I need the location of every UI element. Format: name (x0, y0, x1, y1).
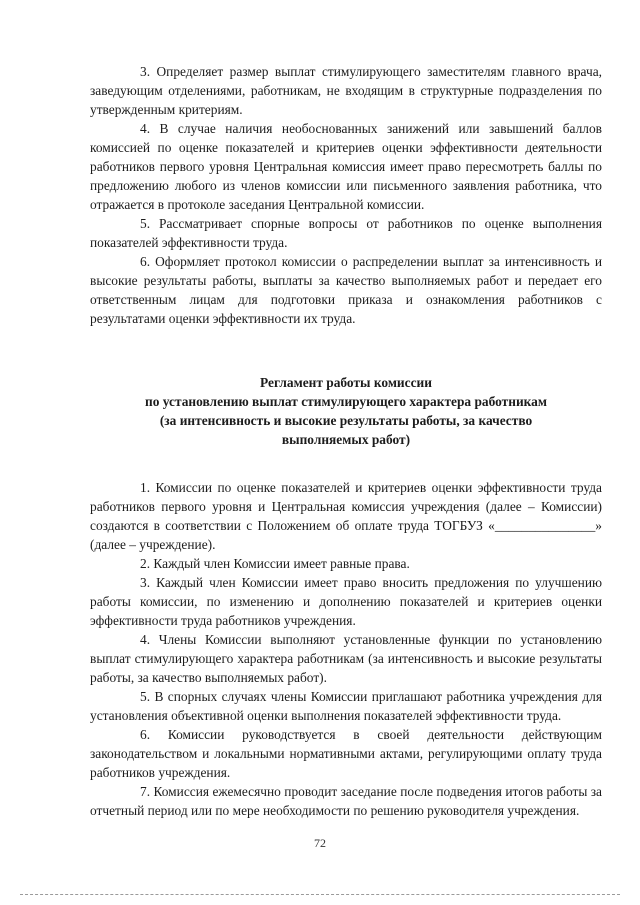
regulation-title (90, 373, 602, 449)
paragraph-6: 6. Оформляет протокол комиссии о распределении выплат за интенсивность и высокие результаты работы, выплаты за качество выполняемых работ и передает его ответственным лицам для подготовки приказа и ознакомления работников с результатами оценки эффективности их труда. (90, 254, 602, 326)
paragraph-3: 3. Определяет размер выплат стимулирующего заместителям главного врача, заведующим отделениями, работникам, не входящим в структурные подразделения по утвержденным критериям. (90, 64, 602, 117)
regulation-item-4: 4. Члены Комиссии выполняют установленные функции по установлению выплат стимулирующего характера работникам (за интенсивность и высокие результаты работы, за качество выполняемых работ). (90, 632, 602, 685)
page-number: 72 (314, 836, 326, 850)
regulation-items-section (90, 478, 602, 820)
scan-artifact-line (20, 894, 620, 896)
regulation-title-line-4: выполняемых работ) (281, 432, 411, 447)
regulation-item-6: 6. Комиссии руководствуется в своей деятельности действующим законодательством и локальными нормативными актами, регулирующими оплату труда работников учреждения. (90, 727, 602, 780)
regulation-item-2: 2. Каждый член Комиссии имеет равные права. (140, 556, 410, 571)
paragraph-4: 4. В случае наличия необоснованных занижений или завышений баллов комиссией по оценке показателей и критериев оценки эффективности деятельности работников первого уровня Центральная комиссия имеет право пересмотреть баллы по предложению любого из членов комиссии или письменного заявления работника, что отражается в протоколе заседания Центральной комиссии. (90, 121, 602, 212)
regulation-item-3: 3. Каждый член Комиссии имеет право вносить предложения по улучшению работы комиссии, по изменению и дополнению показателей и критериев оценки эффективности труда работников учреждения. (90, 575, 602, 628)
regulation-item-7: 7. Комиссия ежемесячно проводит заседание после подведения итогов работы за отчетный период или по мере необходимости по решению руководителя учреждения. (90, 784, 602, 818)
regulation-item-1: 1. Комиссии по оценке показателей и критериев оценки эффективности труда работников первого уровня и Центральная комиссия учреждения (далее – Комиссии) создаются в соответствии с Положением об оплате труда ТОГБУЗ «_______________» (далее – учреждение). (90, 480, 602, 552)
regulation-title-line-2: по установлению выплат стимулирующего характера работникам (145, 394, 547, 409)
regulation-title-line-3: (за интенсивность и высокие результаты работы, за качество (159, 413, 533, 428)
regulation-title-line-1: Регламент работы комиссии (260, 375, 432, 390)
regulation-item-5: 5. В спорных случаях члены Комиссии приглашают работника учреждения для установления объективной оценки выполнения показателей эффективности труда. (90, 689, 602, 723)
paragraph-5: 5. Рассматривает спорные вопросы от работников по оценке выполнения показателей эффективности труда. (90, 216, 602, 250)
commission-functions-section (90, 62, 602, 328)
